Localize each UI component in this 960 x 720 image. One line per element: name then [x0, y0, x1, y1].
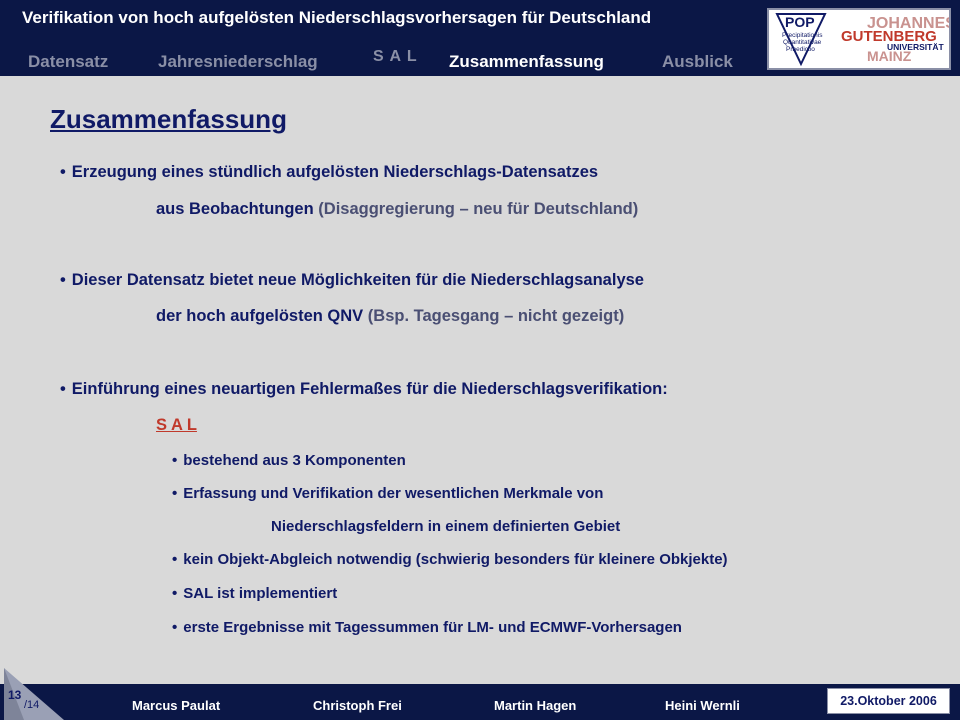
nav-jahresniederschlag[interactable]: Jahresniederschlag — [158, 52, 318, 71]
bullet-2-line-2: der hoch aufgelösten QNV (Bsp. Tagesgang – nicht gezeigt) — [156, 307, 625, 325]
page-total: /14 — [24, 699, 40, 711]
bullet-3-line-1: • Einführung eines neuartigen Fehlermaßes für die Niederschlagsverifikation: — [60, 380, 668, 398]
sal-link[interactable]: S A L — [156, 416, 197, 434]
svg-text:Quantitativae: Quantitativae — [783, 39, 822, 46]
pop-logo — [769, 10, 949, 68]
bullet-icon: • — [172, 485, 178, 502]
institution-logos — [767, 8, 951, 70]
svg-text:Praedictio: Praedictio — [786, 46, 815, 53]
sal-link-line — [156, 416, 197, 435]
svg-text:JOHANNES: JOHANNES — [867, 15, 949, 32]
author-1: Marcus Paulat — [132, 698, 221, 713]
nav-sal[interactable]: S A L — [373, 48, 418, 65]
sub-bullet-4: • SAL ist implementiert — [172, 585, 338, 602]
svg-text:POP: POP — [785, 14, 815, 30]
bullet-icon: • — [172, 551, 178, 568]
bullet-icon: • — [172, 619, 178, 636]
bullet-1-line-1: • Erzeugung eines stündlich aufgelösten Niederschlags-Datensatzes — [60, 163, 599, 181]
sub-bullet-3: • kein Objekt-Abgleich notwendig (schwierig besonders für kleinere Obkjekte) — [172, 551, 728, 568]
header-bar — [0, 0, 960, 76]
presentation-date: 23.Oktober 2006 — [827, 688, 950, 714]
presentation-title: Verifikation von hoch aufgelösten Niederschlagsvorhersagen für Deutschland — [22, 8, 652, 27]
svg-text:GUTENBERG: GUTENBERG — [841, 28, 937, 45]
bullet-2-line-1: • Dieser Datensatz bietet neue Möglichkeiten für die Niederschlagsanalyse — [60, 271, 644, 289]
author-4: Heini Wernli — [665, 698, 740, 713]
bullet-icon: • — [60, 163, 66, 181]
author-3: Martin Hagen — [494, 698, 577, 713]
sub-bullet-5: • erste Ergebnisse mit Tagessummen für LM- und ECMWF-Vorhersagen — [172, 619, 682, 636]
page-number: 13 — [8, 688, 22, 702]
bullet-icon: • — [60, 380, 66, 398]
author-2: Christoph Frei — [313, 698, 402, 713]
svg-text:UNIVERSITÄT: UNIVERSITÄT — [887, 42, 944, 52]
slide-heading: Zusammenfassung — [50, 104, 287, 134]
bullet-icon: • — [172, 585, 178, 602]
nav-datensatz[interactable]: Datensatz — [28, 52, 109, 71]
sub-bullet-2-line-1: • Erfassung und Verifikation der wesentlichen Merkmale von — [172, 485, 604, 502]
svg-text:MAINZ: MAINZ — [867, 48, 912, 64]
page-number-badge — [4, 668, 64, 720]
nav-zusammenfassung[interactable]: Zusammenfassung — [449, 52, 604, 71]
bullet-icon: • — [60, 271, 66, 289]
svg-text:Precipitationis: Precipitationis — [782, 32, 823, 39]
bullet-1-line-2: aus Beobachtungen (Disaggregierung – neu für Deutschland) — [156, 200, 639, 218]
sub-bullet-1: • bestehend aus 3 Komponenten — [172, 452, 406, 469]
bullet-icon: • — [172, 452, 178, 469]
nav-ausblick[interactable]: Ausblick — [662, 52, 733, 71]
sub-bullet-2-line-2: Niederschlagsfeldern in einem definierten Gebiet — [271, 518, 621, 535]
